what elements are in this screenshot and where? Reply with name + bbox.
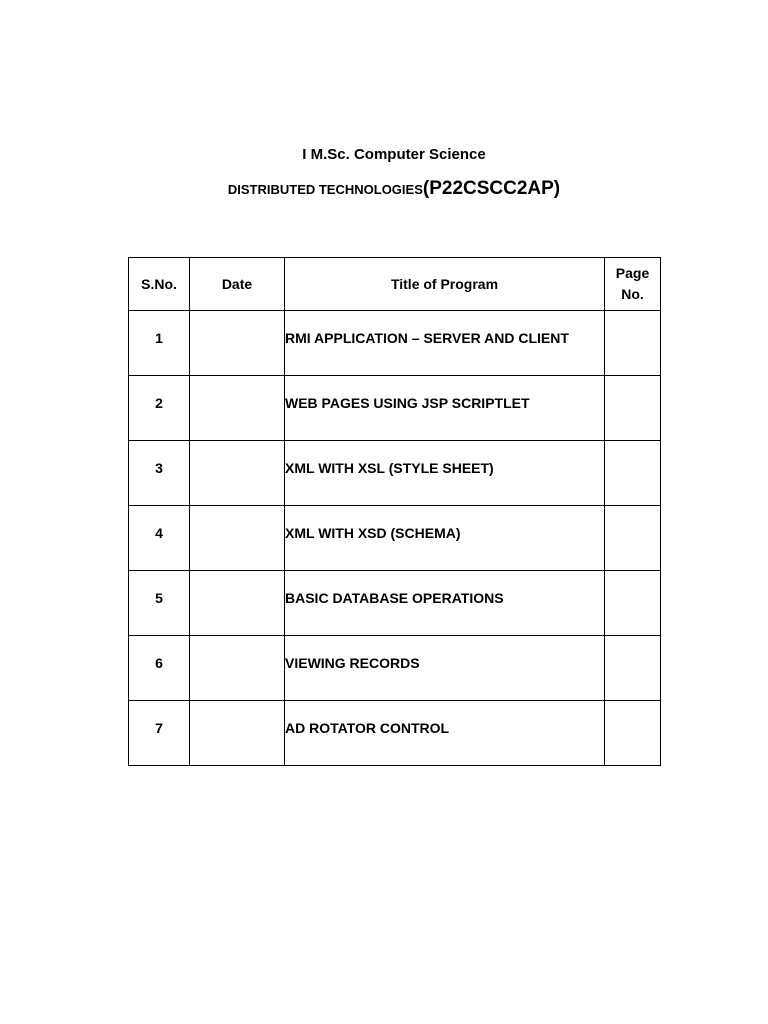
cell-page-no <box>605 506 661 571</box>
header-page-no-label: Page No. <box>615 265 650 302</box>
table-row <box>129 506 661 571</box>
cell-title: VIEWING RECORDS <box>285 636 605 701</box>
cell-page-no <box>605 636 661 701</box>
cell-date <box>190 506 285 571</box>
cell-sno: 4 <box>129 506 190 571</box>
subject-heading <box>0 178 768 200</box>
subject-title: DISTRIBUTED TECHNOLOGIES <box>227 182 423 197</box>
cell-sno: 6 <box>129 636 190 701</box>
table-row <box>129 376 661 441</box>
cell-sno: 3 <box>129 441 190 506</box>
cell-title: AD ROTATOR CONTROL <box>285 701 605 766</box>
cell-date <box>190 636 285 701</box>
cell-sno: 7 <box>129 701 190 766</box>
header-date: Date <box>190 258 285 311</box>
cell-page-no <box>605 441 661 506</box>
table-header-row <box>129 258 661 311</box>
cell-title: XML WITH XSL (STYLE SHEET) <box>285 441 605 506</box>
subject-code: (P22CSCC2AP) <box>422 178 561 199</box>
cell-date <box>190 441 285 506</box>
table-row <box>129 571 661 636</box>
cell-page-no <box>605 311 661 376</box>
table-body <box>129 311 661 766</box>
cell-title: WEB PAGES USING JSP SCRIPTLET <box>285 376 605 441</box>
table-row <box>129 311 661 376</box>
cell-date <box>190 571 285 636</box>
cell-date <box>190 376 285 441</box>
program-index-table <box>128 257 661 766</box>
cell-date <box>190 701 285 766</box>
cell-title: RMI APPLICATION – SERVER AND CLIENT <box>285 311 605 376</box>
table-row <box>129 636 661 701</box>
cell-page-no <box>605 571 661 636</box>
header-page-no <box>605 258 661 311</box>
cell-title: XML WITH XSD (SCHEMA) <box>285 506 605 571</box>
cell-date <box>190 311 285 376</box>
cell-sno: 5 <box>129 571 190 636</box>
cell-page-no <box>605 701 661 766</box>
cell-page-no <box>605 376 661 441</box>
cell-sno: 2 <box>129 376 190 441</box>
table-row <box>129 701 661 766</box>
header-title: Title of Program <box>285 258 605 311</box>
header-sno: S.No. <box>129 258 190 311</box>
table-row <box>129 441 661 506</box>
course-heading: I M.Sc. Computer Science <box>302 146 486 163</box>
cell-title: BASIC DATABASE OPERATIONS <box>285 571 605 636</box>
cell-sno: 1 <box>129 311 190 376</box>
